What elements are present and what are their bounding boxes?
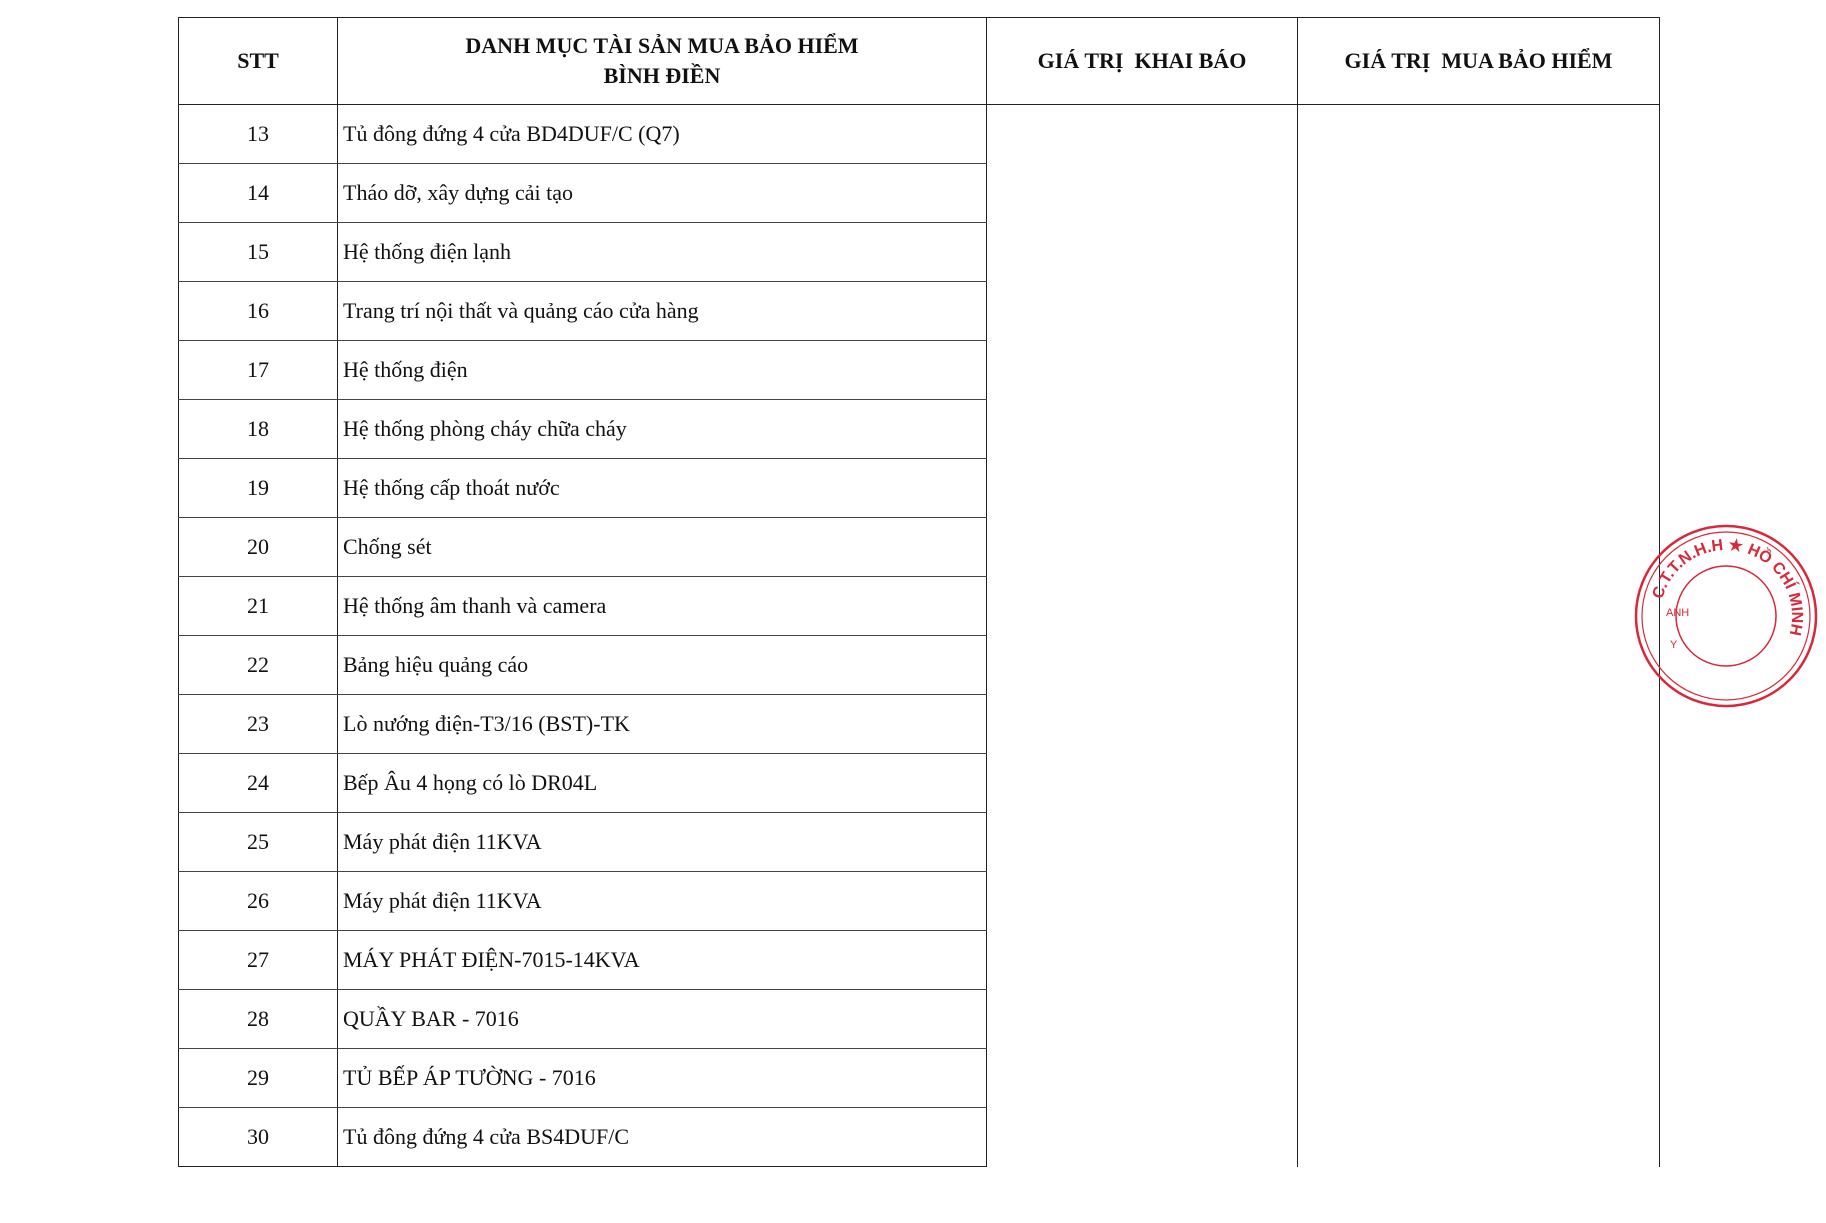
header-asset-list: [338, 18, 987, 105]
table-row: [179, 1108, 1660, 1167]
table-row: [179, 341, 1660, 400]
row-stt: 24: [179, 754, 338, 813]
company-seal-stamp: [1626, 516, 1826, 716]
table-row: [179, 931, 1660, 990]
insurance-asset-table: [178, 17, 1660, 1167]
row-declared-value: [987, 931, 1298, 990]
row-stt: 20: [179, 518, 338, 577]
table-row: [179, 872, 1660, 931]
table-header-row: [179, 18, 1660, 105]
row-declared-value: [987, 695, 1298, 754]
row-declared-value: [987, 754, 1298, 813]
row-asset-name: Lò nướng điện-T3/16 (BST)-TK: [338, 695, 987, 754]
row-stt: 28: [179, 990, 338, 1049]
row-declared-value: [987, 341, 1298, 400]
table-row: [179, 813, 1660, 872]
row-insured-value: [1298, 577, 1660, 636]
row-asset-name: TỦ BẾP ÁP TƯỜNG - 7016: [338, 1049, 987, 1108]
row-insured-value: [1298, 1108, 1660, 1167]
row-stt: 18: [179, 400, 338, 459]
svg-text:Y: Y: [1670, 639, 1678, 651]
header-declared-value: GIÁ TRỊ KHAI BÁO: [987, 18, 1298, 105]
row-insured-value: [1298, 518, 1660, 577]
row-declared-value: [987, 223, 1298, 282]
row-declared-value: [987, 282, 1298, 341]
row-stt: 16: [179, 282, 338, 341]
row-stt: 15: [179, 223, 338, 282]
row-insured-value: [1298, 872, 1660, 931]
table-row: [179, 400, 1660, 459]
row-stt: 21: [179, 577, 338, 636]
row-declared-value: [987, 872, 1298, 931]
row-insured-value: [1298, 459, 1660, 518]
table-row: [179, 282, 1660, 341]
row-asset-name: Hệ thống cấp thoát nước: [338, 459, 987, 518]
row-insured-value: [1298, 813, 1660, 872]
table-row: [179, 164, 1660, 223]
row-asset-name: Máy phát điện 11KVA: [338, 872, 987, 931]
row-asset-name: Chống sét: [338, 518, 987, 577]
svg-text:C.T.T.N.H.H ★ HỒ CHÍ MINH: C.T.T.N.H.H ★ HỒ CHÍ MINH: [1649, 536, 1806, 638]
row-insured-value: [1298, 282, 1660, 341]
row-asset-name: Hệ thống âm thanh và camera: [338, 577, 987, 636]
row-stt: 30: [179, 1108, 338, 1167]
table-row: [179, 990, 1660, 1049]
row-insured-value: [1298, 990, 1660, 1049]
row-stt: 22: [179, 636, 338, 695]
row-insured-value: [1298, 754, 1660, 813]
svg-text:ANH: ANH: [1666, 607, 1690, 619]
row-declared-value: [987, 636, 1298, 695]
row-asset-name: Tủ đông đứng 4 cửa BD4DUF/C (Q7): [338, 105, 987, 164]
row-insured-value: [1298, 223, 1660, 282]
row-declared-value: [987, 1108, 1298, 1167]
table-row: [179, 695, 1660, 754]
row-declared-value: [987, 459, 1298, 518]
row-insured-value: [1298, 636, 1660, 695]
table-row: [179, 105, 1660, 164]
table-row: [179, 636, 1660, 695]
row-declared-value: [987, 813, 1298, 872]
row-asset-name: Tháo dỡ, xây dựng cải tạo: [338, 164, 987, 223]
row-declared-value: [987, 400, 1298, 459]
header-insured-value: GIÁ TRỊ MUA BẢO HIỂM: [1298, 18, 1660, 105]
row-asset-name: Bảng hiệu quảng cáo: [338, 636, 987, 695]
row-declared-value: [987, 577, 1298, 636]
header-stt: STT: [179, 18, 338, 105]
row-stt: 27: [179, 931, 338, 990]
table-row: [179, 1049, 1660, 1108]
header-asset-list-line-2: BÌNH ĐIỀN: [603, 63, 721, 88]
row-asset-name: MÁY PHÁT ĐIỆN-7015-14KVA: [338, 931, 987, 990]
row-stt: 19: [179, 459, 338, 518]
table-row: [179, 518, 1660, 577]
table-body: [179, 105, 1660, 1167]
row-stt: 13: [179, 105, 338, 164]
table-row: [179, 459, 1660, 518]
row-declared-value: [987, 1049, 1298, 1108]
row-insured-value: [1298, 164, 1660, 223]
row-stt: 17: [179, 341, 338, 400]
header-asset-list-line-1: DANH MỤC TÀI SẢN MUA BẢO HIỂM: [465, 33, 859, 58]
row-insured-value: [1298, 931, 1660, 990]
row-stt: 26: [179, 872, 338, 931]
row-declared-value: [987, 990, 1298, 1049]
row-stt: 25: [179, 813, 338, 872]
row-insured-value: [1298, 341, 1660, 400]
row-insured-value: [1298, 695, 1660, 754]
table-row: [179, 577, 1660, 636]
row-asset-name: Bếp Âu 4 họng có lò DR04L: [338, 754, 987, 813]
row-asset-name: QUẦY BAR - 7016: [338, 990, 987, 1049]
row-asset-name: Hệ thống phòng cháy chữa cháy: [338, 400, 987, 459]
row-asset-name: Hệ thống điện lạnh: [338, 223, 987, 282]
table-row: [179, 223, 1660, 282]
row-insured-value: [1298, 400, 1660, 459]
row-asset-name: Máy phát điện 11KVA: [338, 813, 987, 872]
row-asset-name: Tủ đông đứng 4 cửa BS4DUF/C: [338, 1108, 987, 1167]
row-insured-value: [1298, 105, 1660, 164]
row-declared-value: [987, 164, 1298, 223]
row-declared-value: [987, 105, 1298, 164]
row-stt: 14: [179, 164, 338, 223]
row-asset-name: Hệ thống điện: [338, 341, 987, 400]
row-insured-value: [1298, 1049, 1660, 1108]
row-declared-value: [987, 518, 1298, 577]
row-stt: 29: [179, 1049, 338, 1108]
table-row: [179, 754, 1660, 813]
row-asset-name: Trang trí nội thất và quảng cáo cửa hàng: [338, 282, 987, 341]
row-stt: 23: [179, 695, 338, 754]
